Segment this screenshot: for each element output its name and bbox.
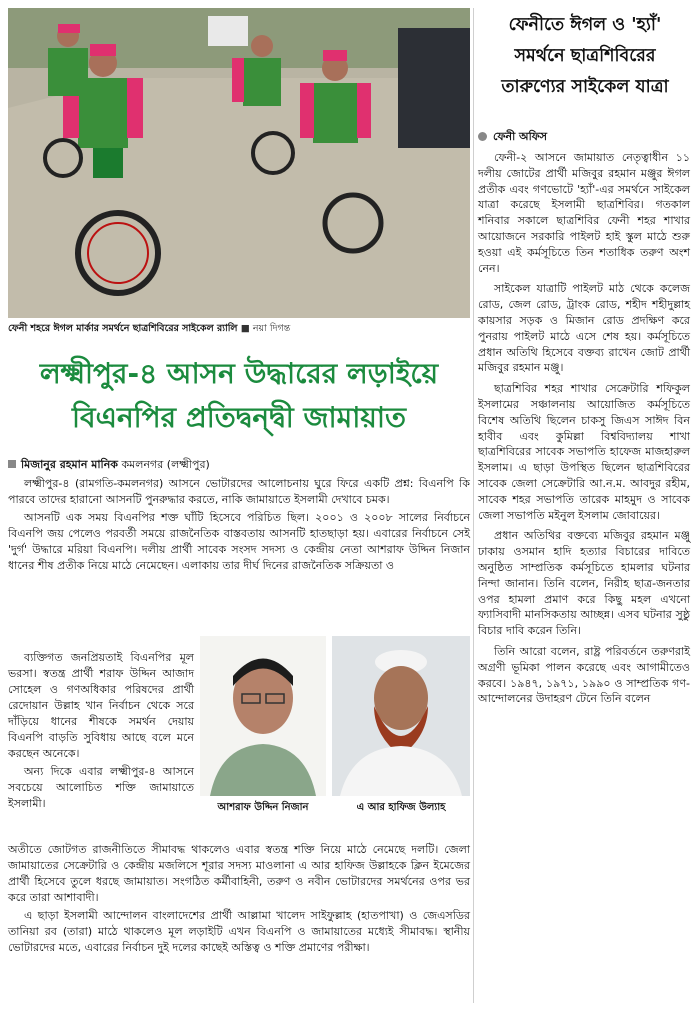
left-article-body-bottom bbox=[8, 842, 470, 958]
photo-caption bbox=[8, 322, 470, 337]
right-article-headline bbox=[478, 10, 692, 103]
photo-caption-text: ফেনী শহরে ঈগল মার্কার সমর্থনে ছাত্রশিবিরের সাইকেল র‍্যালি bbox=[8, 323, 238, 334]
paragraph: ব্যক্তিগত জনপ্রিয়তাই বিএনপির মূল ভরসা। স্বতন্ত্র প্রার্থী শরাফ উদ্দিন আজাদ সোহেল ও গণঅধিকার পরিষদের প্রার্থী রেদোয়ান উল্লাহ খান নির্বাচন থেকে সরে দাঁড়িয়ে ধানের শীষকে সমর্থন দেয়ায় বিএনপি বাড়তি সুবিধায় আছে বলে মনে করছেন অনেকে। bbox=[8, 651, 194, 760]
right-headline-line: সমর্থনে ছাত্রশিবিরের bbox=[514, 46, 656, 66]
dateline: কমলনগর (লক্ষ্মীপুর) bbox=[121, 458, 210, 471]
paragraph: এ ছাড়া ইসলামী আন্দোলন বাংলাদেশের প্রার্থী আল্লামা খালেদ সাইফুল্লাহ (হাতপাখা) ও জেএসডির তানিয়া রব (তারা) মাঠে থাকলেও মূল লড়াইটি এখন বিএনপি ও জামায়াতের মধ্যেই সীমাবদ্ধ। স্থানীয় ভোটারদের মতে, এবারের নির্বাচন দুই দলের কাছেই অস্তিত্ব ও শক্তি প্রমাণের পরীক্ষা। bbox=[8, 909, 470, 954]
paragraph: তিনি আরো বলেন, রাষ্ট্র পরিবর্তনে তরুণরাই অগ্রণী ভূমিকা পালন করেছে এবং আগামীতেও করবে। ১৯৪৭, ১৯৭১, ১৯৯০ ও সাম্প্রতিক গণ-আন্দোলনের উদাহরণ টেনে তিনি বলেন bbox=[478, 644, 690, 706]
paragraph: অতীতে জোটগত রাজনীতিতে সীমাবদ্ধ থাকলেও এবার স্বতন্ত্র শক্তি নিয়ে মাঠে নেমেছে দলটি। জেলা জামায়াতের সেক্রেটারি ও কেন্দ্রীয় মজলিসে শূরার সদস্য মাওলানা এ আর হাফিজ উল্লাহকে ক্লিন ইমেজের প্রার্থী হিসেবে তুলে ধরছে জামায়াত। সংগঠিত কর্মীবাহিনী, তরুণ ও নবীন ভোটারদের সমর্থনের ওপর ভর করে তারা আশাবাদী। bbox=[8, 843, 470, 904]
paragraph: অন্য দিকে এবার লক্ষ্মীপুর-৪ আসনে সবচেয়ে আলোচিত শক্তি জামায়াতে ইসলামী। bbox=[8, 765, 194, 810]
candidate-caption-1: আশরাফ উদ্দিন নিজান bbox=[217, 802, 309, 813]
bullet-icon bbox=[478, 132, 487, 141]
left-headline-line: লক্ষ্মীপুর-৪ আসন উদ্ধারের লড়াইয়ে bbox=[39, 357, 439, 390]
cycle-rally-photo bbox=[8, 8, 470, 318]
candidate-photo-2 bbox=[332, 636, 470, 796]
right-headline-line: ফেনীতে ঈগল ও 'হ্যাঁ' bbox=[508, 15, 662, 35]
left-article-byline bbox=[8, 456, 210, 475]
left-headline-line: বিএনপির প্রতিদ্বন্দ্বী জামায়াত bbox=[72, 401, 406, 434]
paragraph: সাইকেল যাত্রাটি পাইলট মাঠ থেকে কলেজ রোড, জেল রোড, ট্রাংক রোড, শহীদ শহীদুল্লাহ কায়সার সড়ক ও মিজান রোড প্রদক্ষিণ করে পুনরায় পাইলট মাঠে এসে শেষ হয়। কর্মসূচিতে প্রধান অতিথি হিসেবে বক্তব্য রাখেন জোট প্রার্থী মজিবুর রহমান মঞ্জু। bbox=[478, 282, 690, 375]
paragraph: লক্ষ্মীপুর-৪ (রামগতি-কমলনগর) আসনে ভোটারদের আলোচনায় ঘুরে ফিরে একটি প্রশ্ন: বিএনপি কি পারবে তাদের হারানো আসনটি পুনরুদ্ধার করতে, নাকি জামায়াতে ইসলামী দেখাবে চমক। bbox=[8, 477, 470, 506]
column-divider bbox=[473, 8, 474, 1003]
candidate-caption-2: এ আর হাফিজ উল্যাহ bbox=[356, 802, 446, 813]
photo-source: ■ নয়া দিগন্ত bbox=[240, 323, 291, 334]
bullet-icon bbox=[8, 460, 16, 468]
paragraph: ছাত্রশিবির শহর শাখার সেক্রেটারি শফিকুল ইসলামের সঞ্চালনায় আয়োজিত কর্মসূচিতে বিশেষ অতিথি ছিলেন চাকসু জিএস সাঈদ বিন হাবীব এবং কুমিল্লা বিশ্ববিদ্যালয় শাখা ছাত্রশিবিরের সাবেক সভাপতি হাফেজ মাজহারুল ইসলাম। এ ছাড়া উপস্থিত ছিলেন ছাত্রশিবিরের সাবেক জেলা সেক্রেটারি আ.ন.ম. আবদুর রহীম, সাবেক শহর সভাপতি তারেক মাহমুদ ও সাবেক জেলা সভাপতি মইনুল ইসলাম জোবায়ের। bbox=[478, 382, 690, 522]
right-headline-line: তারুণ্যের সাইকেল যাত্রা bbox=[501, 77, 669, 97]
paragraph: আসনটি এক সময় বিএনপির শক্ত ঘাঁটি হিসেবে পরিচিত ছিল। ২০০১ ও ২০০৮ সালের নির্বাচনে বিএনপি জয় পেলেও পরবর্তী সময়ে রাজনৈতিক বাস্তবতায় আসনটি হাতছাড়া হয়। এবারের নির্বাচনে সেই 'দুর্গ' উদ্ধারে মরিয়া বিএনপি। দলীয় প্রার্থী সাবেক সংসদ সদস্য ও কেন্দ্রীয় নেতা আশরাফ উদ্দিন নিজান ধানের শীষ প্রতীক নিয়ে মাঠে নেমেছেন। এলাকায় তার দীর্ঘ দিনের রাজনৈতিক সক্রিয়তা ও bbox=[8, 511, 470, 572]
candidate-photo-1 bbox=[200, 636, 326, 796]
left-article-body-top bbox=[8, 476, 470, 576]
paragraph: প্রধান অতিথির বক্তব্যে মজিবুর রহমান মঞ্জু ঢাকায় ওসমান হাদি হত্যার বিচারের দাবিতে অনুষ্ঠিত সাম্প্রতিক কর্মসূচিতে হামলার ঘটনার নিন্দা জানান। তিনি বলেন, নিরীহ ছাত্র-জনতার ওপর হামলা প্রমাণ করে কিছু মহল এখনো ফ্যাসিবাদী মানসিকতায় আচ্ছন্ন। এসব ঘটনার সুষ্ঠু বিচার দাবি করেন তিনি। bbox=[478, 529, 690, 638]
left-article-headline bbox=[8, 352, 470, 440]
right-article-body bbox=[478, 150, 690, 712]
author-name: মিজানুর রহমান মানিক bbox=[21, 458, 118, 471]
left-article-body-narrow bbox=[8, 650, 194, 814]
paragraph: ফেনী-২ আসনে জামায়াত নেতৃত্বাধীন ১১ দলীয় জোটের প্রার্থী মজিবুর রহমান মঞ্জুর ঈগল প্রতীক এবং গণভোটে 'হ্যাঁ'-এর সমর্থনে সাইকেল যাত্রা করেছে ইসলামী ছাত্রশিবির। গতকাল শনিবার সকালে ছাত্রশিবির ফেনী শহর শাখার আয়োজনে সরকারি পাইলট হাই স্কুল মাঠে শুরু হওয়া এই কর্মসূচিতে তিন শতাধিক তরুণ অংশ নেন। bbox=[478, 151, 690, 275]
right-article-byline: ফেনী অফিস bbox=[478, 128, 547, 147]
